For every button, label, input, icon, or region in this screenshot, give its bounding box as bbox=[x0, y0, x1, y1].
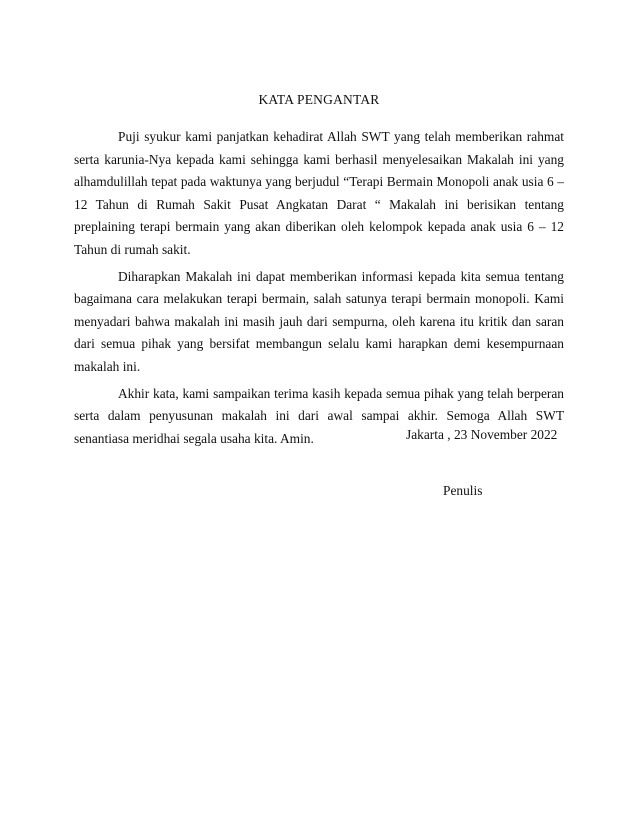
signer-label: Penulis bbox=[443, 483, 483, 498]
paragraph-2: Diharapkan Makalah ini dapat memberikan informasi kepada kita semua tentang bagaimana cara melakukan terapi bermain, salah satunya terapi bermain monopoli. Kami menyadari bahwa makalah ini masih jauh dari sempurna, oleh karena itu kritik dan saran dari semua pihak yang bersifat membangun selalu kami harapkan demi kesempurnaan makalah ini. bbox=[74, 268, 564, 374]
paragraph-3: Akhir kata, kami sampaikan terima kasih kepada semua pihak yang telah berperan serta dalam penyusunan makalah ini dari awal sampai akhir. Semoga Allah SWT senantiasa meridhai segala usaha kita. Amin. bbox=[74, 385, 564, 446]
page-title: KATA PENGANTAR bbox=[258, 92, 380, 107]
place-date: Jakarta , 23 November 2022 bbox=[406, 427, 558, 442]
body-text bbox=[74, 126, 564, 454]
paragraph-1: Puji syukur kami panjatkan kehadirat Allah SWT yang telah memberikan rahmat serta karunia-Nya kepada kami sehingga kami berhasil menyelesaikan Makalah ini yang alhamdulillah tepat pada waktunya yang berjudul “Terapi Bermain Monopoli anak usia 6 – 12 Tahun di Rumah Sakit Pusat Angkatan Darat “ Makalah ini berisikan tentang preplaining terapi bermain yang akan diberikan oleh kelompok kepada anak usia 6 – 12 Tahun di rumah sakit. bbox=[74, 129, 564, 257]
